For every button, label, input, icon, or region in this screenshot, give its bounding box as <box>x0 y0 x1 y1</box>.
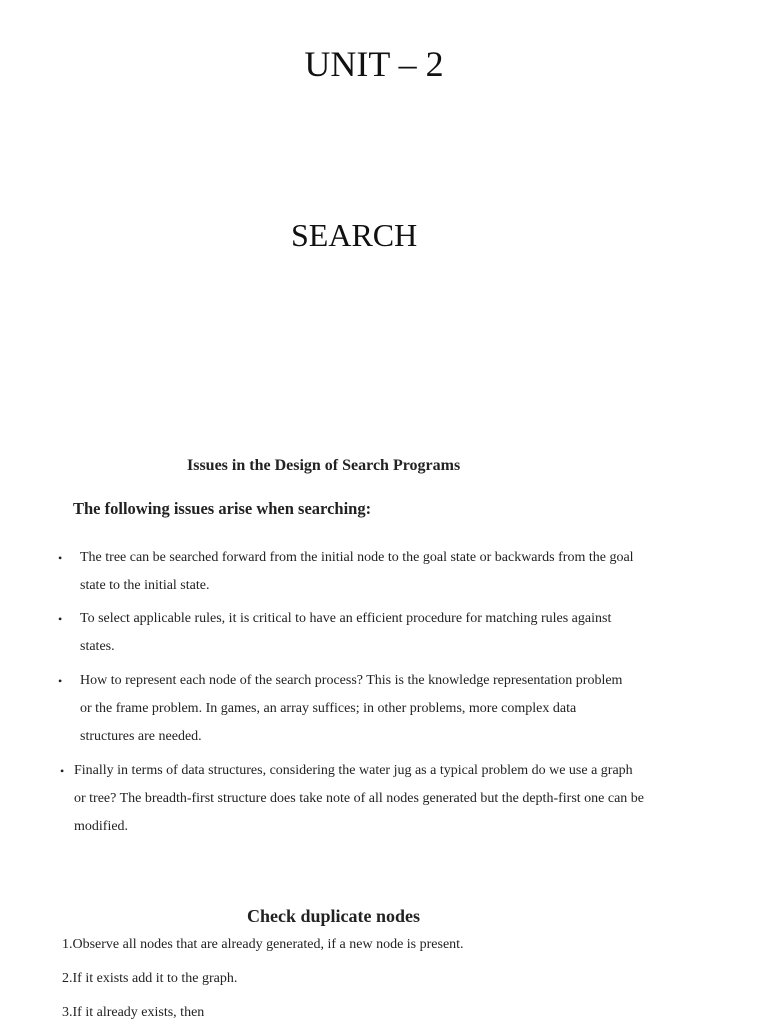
bullet-line: modified. <box>74 819 129 834</box>
unit-title: UNIT – 2 <box>304 44 444 84</box>
bullet-dot-icon: • <box>58 612 63 626</box>
bullet-item <box>58 667 623 751</box>
bullet-dot-icon: • <box>58 674 63 688</box>
bullet-line: or the frame problem. In games, an array suffices; in other problems, more complex data <box>80 701 577 716</box>
bullet-item <box>58 544 634 600</box>
page-title: SEARCH <box>291 217 418 253</box>
step-item: 3.If it already exists, then <box>62 1005 205 1020</box>
bullet-item <box>60 757 645 841</box>
bullet-dot-icon: • <box>60 764 65 778</box>
step-item: 1.Observe all nodes that are already generated, if a new node is present. <box>62 937 464 952</box>
bullet-line: To select applicable rules, it is critical to have an efficient procedure for matching rules against <box>80 611 612 626</box>
bullet-line: The tree can be searched forward from the initial node to the goal state or backwards from the goal <box>80 550 634 565</box>
bullet-line: Finally in terms of data structures, considering the water jug as a typical problem do we use a graph <box>74 763 633 778</box>
bullet-line: structures are needed. <box>80 729 202 744</box>
bullet-line: states. <box>80 639 115 654</box>
bullet-item <box>58 605 612 661</box>
step-item: 2.If it exists add it to the graph. <box>62 971 238 986</box>
bullet-dot-icon: • <box>58 551 63 565</box>
section-heading: Issues in the Design of Search Programs <box>187 457 461 474</box>
intro-text: The following issues arise when searching: <box>73 499 372 518</box>
duplicate-nodes-heading: Check duplicate nodes <box>247 906 421 926</box>
bullet-line: or tree? The breadth-first structure does take note of all nodes generated but the depth-first one can be <box>74 791 645 806</box>
bullet-line: state to the initial state. <box>80 578 210 593</box>
bullet-line: How to represent each node of the search process? This is the knowledge representation problem <box>80 673 623 688</box>
